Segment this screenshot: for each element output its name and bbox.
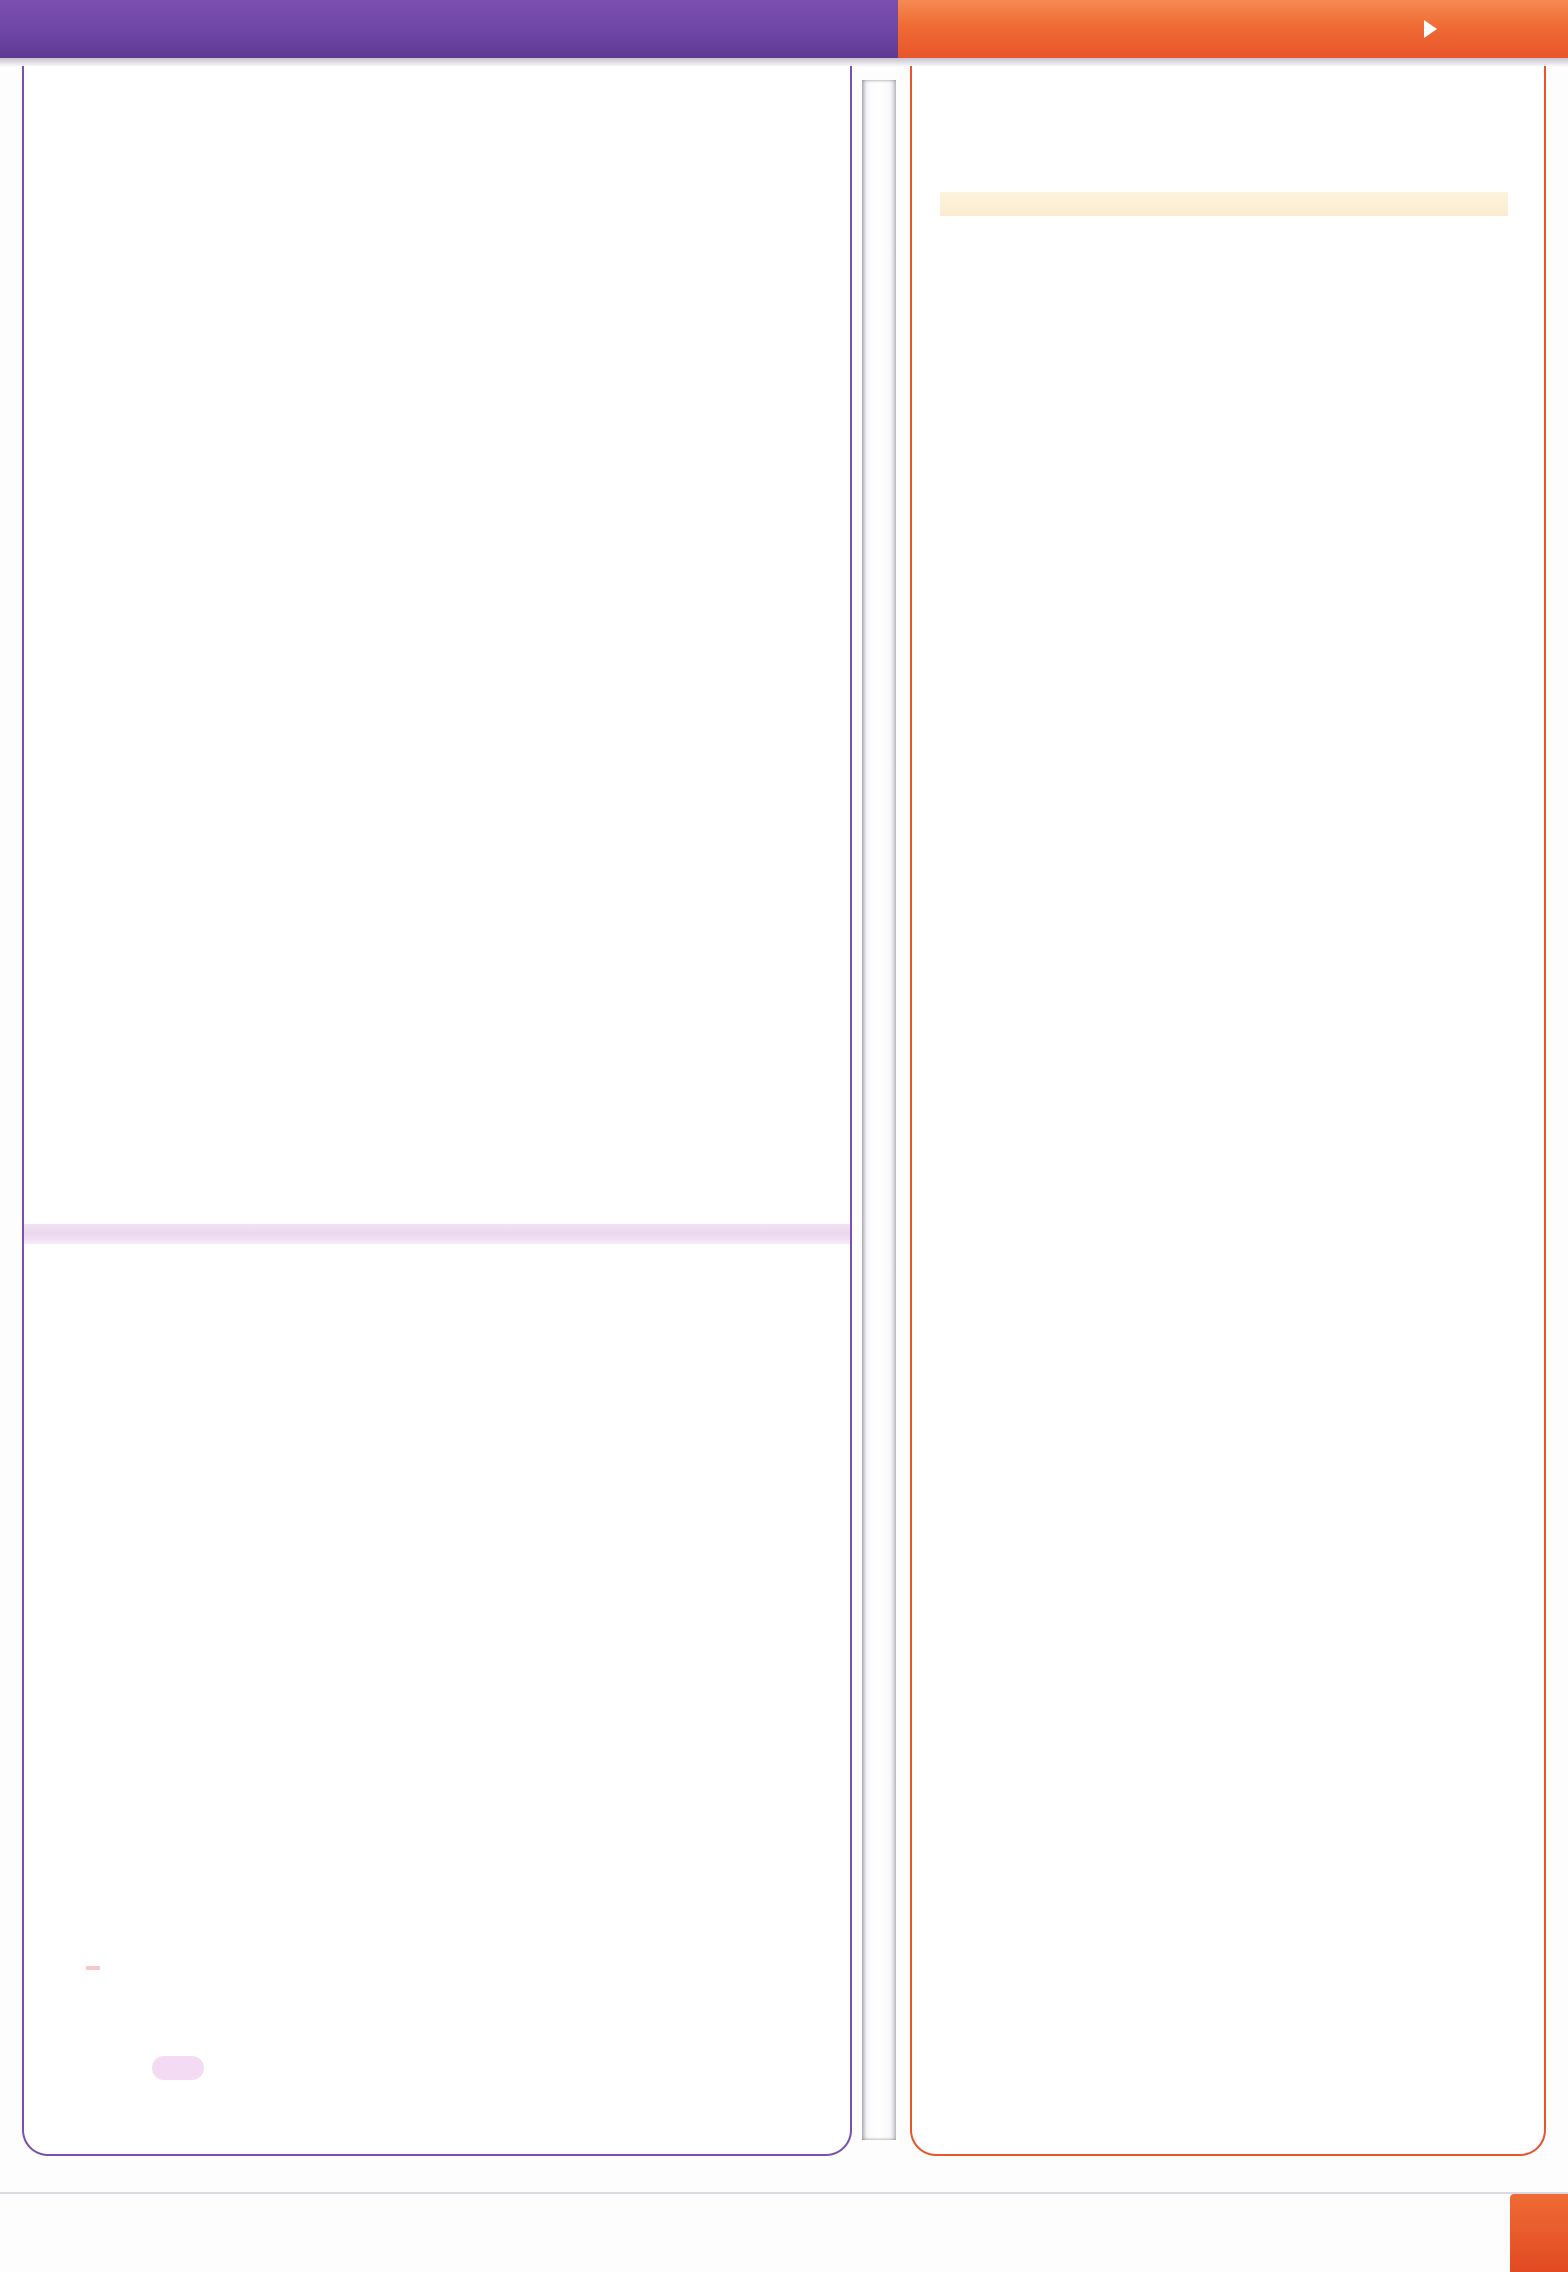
suffix-example-box — [940, 192, 1508, 216]
vocab-exercise-3 — [918, 1506, 1528, 1518]
speaking-badge — [86, 1966, 100, 1970]
page-banner — [0, 0, 1568, 58]
verb-word-bank — [24, 1224, 850, 1244]
exercise-7-heading-wrap — [86, 1954, 840, 1979]
speech-bubble-answer — [374, 2156, 426, 2180]
exercise-4 — [50, 898, 840, 910]
banner-purple-block — [0, 0, 920, 58]
left-column — [22, 66, 852, 2156]
speech-bubble-question — [152, 2056, 204, 2080]
exercise-7 — [50, 1954, 840, 1979]
page-number-tab — [1510, 2194, 1568, 2272]
triangle-right-icon — [1424, 20, 1437, 38]
footer-divider — [0, 2192, 1568, 2194]
page-gutter — [862, 80, 896, 2140]
right-column — [910, 66, 1546, 2156]
banner-orange-block — [898, 0, 1568, 58]
exercise-6 — [50, 1514, 840, 1518]
